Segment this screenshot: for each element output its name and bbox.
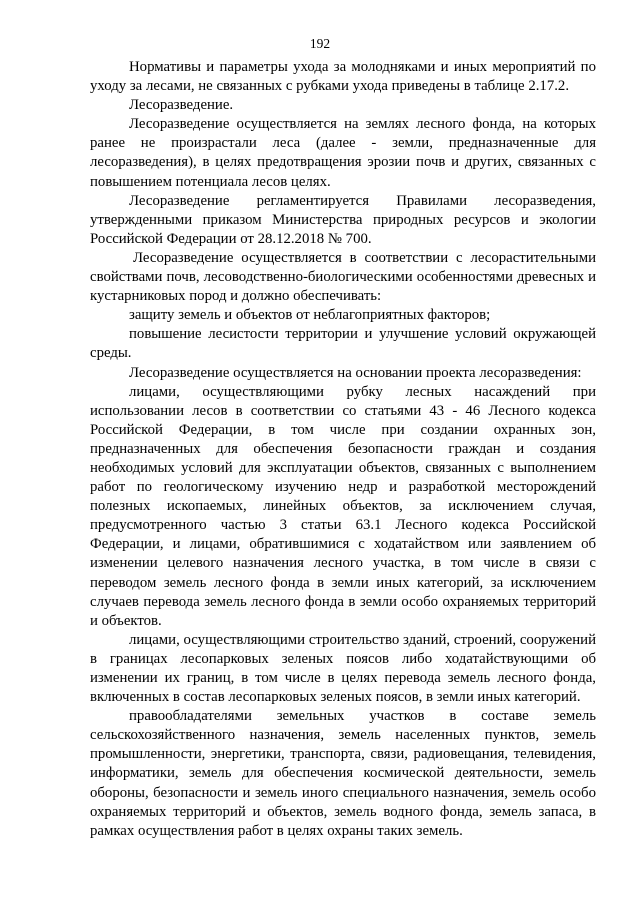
paragraph-persons-construction: лицами, осуществляющими строительство зданий, строений, сооружений в границах лесопарковых зеленых поясов либо ходатайствующими об изменении их границ, в том числе в целях перевода земель лесного фонда, включенных в состав лесопарковых зеленых поясов, в земли иных категорий. xyxy=(90,631,596,706)
page-number: 192 xyxy=(309,36,331,51)
paragraph-protection-item: защиту земель и объектов от неблагоприятных факторов; xyxy=(129,307,491,324)
body-text xyxy=(90,58,596,841)
paragraph-afforestation-heading: Лесоразведение. xyxy=(129,97,234,114)
paragraph-forest-cover-item: повышение лесистости территории и улучшение условий окружающей среды. xyxy=(90,326,596,362)
paragraph-care-norms: Нормативы и параметры ухода за молодняками и иных мероприятий по уходу за лесами, не связанных с рубками ухода приведены в таблице 2.17.2. xyxy=(90,59,596,95)
paragraph-persons-felling: лицами, осуществляющими рубку лесных насаждений при использовании лесов в соответствии со статьями 43 - 46 Лесного кодекса Российской Федерации, в том числе при создании охранных зон, предназначенных для обеспечения безопасности граждан и создания необходимых условий для эксплуатации объектов, связанных с выполнением работ по геологическому изучению недр и разработкой месторождений полезных ископаемых, линейных объектов, за исключением случая, предусмотренного частью 3 статьи 63.1 Лесного кодекса Российской Федерации, и лицами, обратившимися с ходатайством или заявлением об изменении целевого назначения лесного участка, в том числе в связи с переводом земель лесного фонда в земли иных категорий, за исключением случаев перевода земель лесного фонда в земли особо охраняемых территорий и объектов. xyxy=(90,383,596,629)
paragraph-afforestation-regulation: Лесоразведение регламентируется Правилами лесоразведения, утвержденными приказом Министерства природных ресурсов и экологии Российской Федерации от 28.12.2018 № 700. xyxy=(90,192,596,247)
paragraph-project-basis: Лесоразведение осуществляется на основании проекта лесоразведения: xyxy=(129,364,582,381)
paragraph-afforestation-lands: Лесоразведение осуществляется на землях лесного фонда, на которых ранее не произрастали леса (далее - земли, предназначенные для лесоразведения), в целях предотвращения эрозии почв и других, связанных с повышением потенциала лесов целях. xyxy=(90,116,596,190)
paragraph-afforestation-requirements: Лесоразведение осуществляется в соответствии с лесорастительными свойствами почв, лесоводственно-биологическими особенностями древесных и кустарниковых пород и должно обеспечивать: xyxy=(90,249,596,305)
paragraph-land-holders: правообладателями земельных участков в составе земель сельскохозяйственного назначения, земель населенных пунктов, земель промышленности, энергетики, транспорта, связи, радиовещания, телевидения, информатики, земель для обеспечения космической деятельности, земель обороны, безопасности и земель иного специального назначения, земель особо охраняемых территорий и объектов, земель водного фонда, земель запаса, в рамках осуществления работ в целях охраны таких земель. xyxy=(90,708,596,839)
